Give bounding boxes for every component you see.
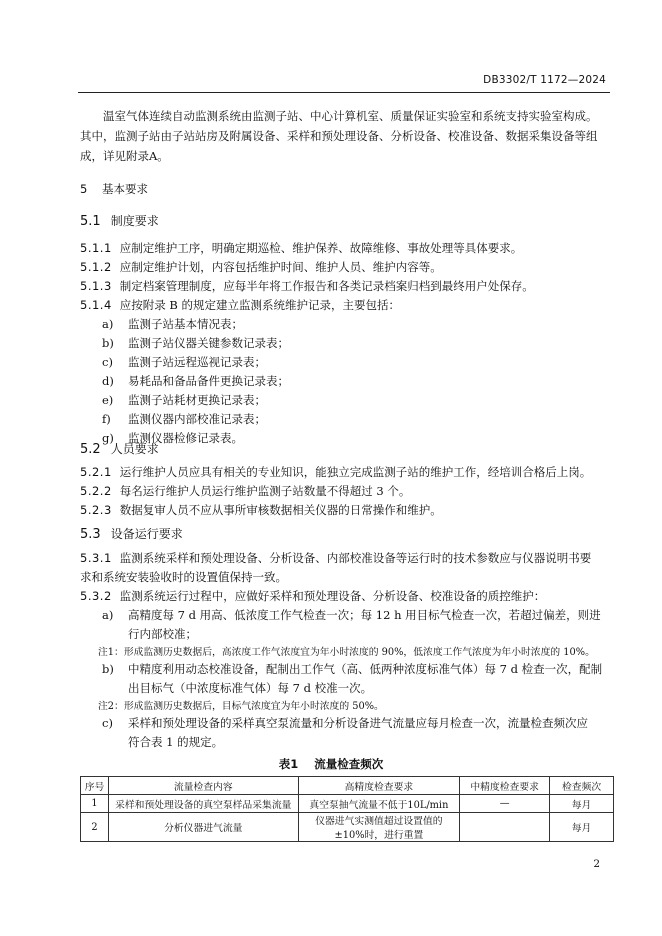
section-heading-5-2: [80, 440, 159, 457]
list-label: c): [102, 355, 113, 369]
clause-text: 数据复审人员不应从事所审核数据相关仪器的日常操作和维护。: [119, 503, 442, 517]
list-item: [102, 354, 266, 370]
clause-number: 5.2.3: [80, 503, 112, 517]
table-cell: [460, 813, 550, 842]
header-divider: [78, 92, 610, 93]
flow-check-table: [80, 776, 614, 842]
clause-text: 每名运行维护人员运行维护监测子站数量不得超过 3 个。: [119, 484, 411, 498]
list-item: [102, 411, 266, 427]
note-2: 注2：形成监测历史数据后，目标气浓度宜为年小时浓度的 50%。: [98, 701, 384, 712]
list-text: 易耗品和备品备件更换记录表；: [128, 374, 289, 388]
list-text: 监测子站仪器关键参数记录表；: [128, 336, 289, 350]
table-caption: [0, 756, 662, 772]
table-header-cell: 检查频次: [550, 777, 614, 795]
page-number: 2: [593, 858, 600, 870]
list-label: g): [102, 431, 114, 445]
clause-text: 监测系统运行过程中，应做好采样和预处理设备、分析设备、校准设备的质控维护：: [119, 589, 546, 603]
clause-5-1-4: [80, 297, 400, 313]
table-header-cell: 流量检查内容: [108, 777, 298, 795]
table-header-row: [81, 777, 614, 795]
list-label: a): [102, 608, 114, 622]
section-number: 5.2: [80, 442, 101, 457]
section-title: 基本要求: [101, 182, 148, 196]
clause-5-3-2: [80, 588, 545, 604]
section-title: 设备运行要求: [110, 527, 183, 541]
clause-number: 5.2.2: [80, 484, 112, 498]
list-item: [102, 392, 266, 408]
list-label: e): [102, 393, 114, 407]
list-item: [102, 607, 601, 623]
table-header-cell: 高精度检查要求: [298, 777, 460, 795]
clause-5-2-2: [80, 483, 410, 499]
table-cell: 每月: [550, 813, 614, 842]
list-item: [102, 661, 602, 677]
clause-text: 监测系统采样和预处理设备、分析设备、内部校准设备等运行时的技术参数应与仪器说明书要: [119, 551, 592, 565]
table-header-cell: 序号: [81, 777, 109, 795]
clause-5-3-1: [80, 550, 591, 566]
table-cell: 2: [81, 813, 109, 842]
list-item: [102, 715, 588, 731]
clause-number: 5.2.1: [80, 465, 112, 479]
clause-number: 5.3.2: [80, 589, 112, 603]
intro-line-2: 其中，监测子站由子站站房及附属设备、采样和预处理设备、分析设备、校准设备、数据采集设备等组: [80, 129, 598, 143]
list-text: 监测子站耗材更换记录表；: [128, 393, 266, 407]
list-text-cont: 行内部校准；: [128, 627, 197, 641]
table-cell: 每月: [550, 795, 614, 813]
section-number: 5.1: [80, 214, 101, 229]
table-cell: 分析仪器进气流量: [108, 813, 298, 842]
clause-text: 运行维护人员应具有相关的专业知识，能独立完成监测子站的维护工作，经培训合格后上岗。: [119, 465, 592, 479]
document-id: DB3302/T 1172—2024: [483, 74, 606, 86]
section-number: 5: [80, 182, 88, 196]
list-text: 监测仪器内部校准记录表；: [128, 412, 266, 426]
clause-number: 5.1.3: [80, 279, 112, 293]
list-text: 监测子站基本情况表；: [128, 317, 243, 331]
clause-text: 应按附录 B 的规定建立监测系统维护记录，主要包括：: [119, 298, 401, 312]
section-number: 5.3: [80, 527, 101, 542]
section-heading-5: [80, 181, 148, 197]
table-cell: 1: [81, 795, 109, 813]
section-heading-5-1: [80, 212, 159, 229]
clause-text: 制定档案管理制度，应每半年将工作报告和各类记录档案归档到最终用户处保存。: [119, 279, 534, 293]
table-header-cell: 中精度检查要求: [460, 777, 550, 795]
list-text: 中精度利用动态校准设备，配制出工作气（高、低两种浓度标准气体）每 7 d 检查一次，配制: [128, 662, 603, 676]
list-label: b): [102, 662, 114, 676]
table-cell: 真空泵抽气流量不低于10L/min: [298, 795, 460, 813]
list-item: [102, 316, 243, 332]
section-title: 人员要求: [110, 442, 159, 456]
intro-paragraph: [80, 106, 612, 126]
clause-5-1-1: [80, 240, 522, 256]
list-text: 采样和预处理设备的采样真空泵流量和分析设备进气流量应每月检查一次，流量检查频次应: [128, 716, 588, 730]
clause-5-1-3: [80, 278, 534, 294]
section-title: 制度要求: [110, 214, 159, 228]
note-1: 注1：形成监测历史数据后，高浓度工作气浓度宜为年小时浓度的 90%，低浓度工作气浓度为年小时浓度的 10%。: [98, 647, 595, 658]
clause-number: 5.1.4: [80, 298, 112, 312]
list-label: d): [102, 374, 114, 388]
clause-5-2-1: [80, 464, 591, 480]
table-row: [81, 813, 614, 842]
intro-line-3: 成，详见附录A。: [80, 149, 169, 163]
list-label: f): [102, 412, 111, 426]
clause-text: 应制定维护工序，明确定期巡检、维护保养、故障维修、事故处理等具体要求。: [119, 241, 523, 255]
intro-line: 温室气体连续自动监测系统由监测子站、中心计算机室、质量保证实验室和系统支持实验室构成。: [103, 109, 598, 123]
clause-text: 应制定维护计划，内容包括维护时间、维护人员、维护内容等。: [119, 260, 442, 274]
list-text-cont: 出目标气（中浓度标准气体）每 7 d 校准一次。: [128, 681, 373, 695]
clause-number: 5.1.1: [80, 241, 112, 255]
list-text-cont: 符合表 1 的规定。: [128, 735, 224, 749]
section-heading-5-3: [80, 525, 183, 542]
table-row: [81, 795, 614, 813]
table-caption-number: 表1: [278, 757, 299, 771]
list-item: [102, 335, 289, 351]
table-cell: —: [460, 795, 550, 813]
list-text: 高精度每 7 d 用高、低浓度工作气检查一次；每 12 h 用目标气检查一次，若超过偏差，则进: [128, 608, 601, 622]
table-caption-title: 流量检查频次: [314, 757, 384, 771]
list-label: a): [102, 317, 114, 331]
clause-5-2-3: [80, 502, 442, 518]
clause-number: 5.1.2: [80, 260, 112, 274]
list-item: [102, 373, 289, 389]
clause-5-3-1-cont: 求和系统安装验收时的设置值保持一致。: [80, 570, 287, 584]
list-text: 监测子站远程巡视记录表；: [128, 355, 266, 369]
list-label: b): [102, 336, 114, 350]
list-text: 监测仪器检修记录表。: [128, 431, 243, 445]
list-label: c): [102, 716, 113, 730]
table-cell: 采样和预处理设备的真空泵样品采集流量: [108, 795, 298, 813]
clause-5-1-2: [80, 259, 442, 275]
clause-number: 5.3.1: [80, 551, 112, 565]
table-cell: 仪器进气实测值超过设置值的±10%时，进行重置: [298, 813, 460, 842]
